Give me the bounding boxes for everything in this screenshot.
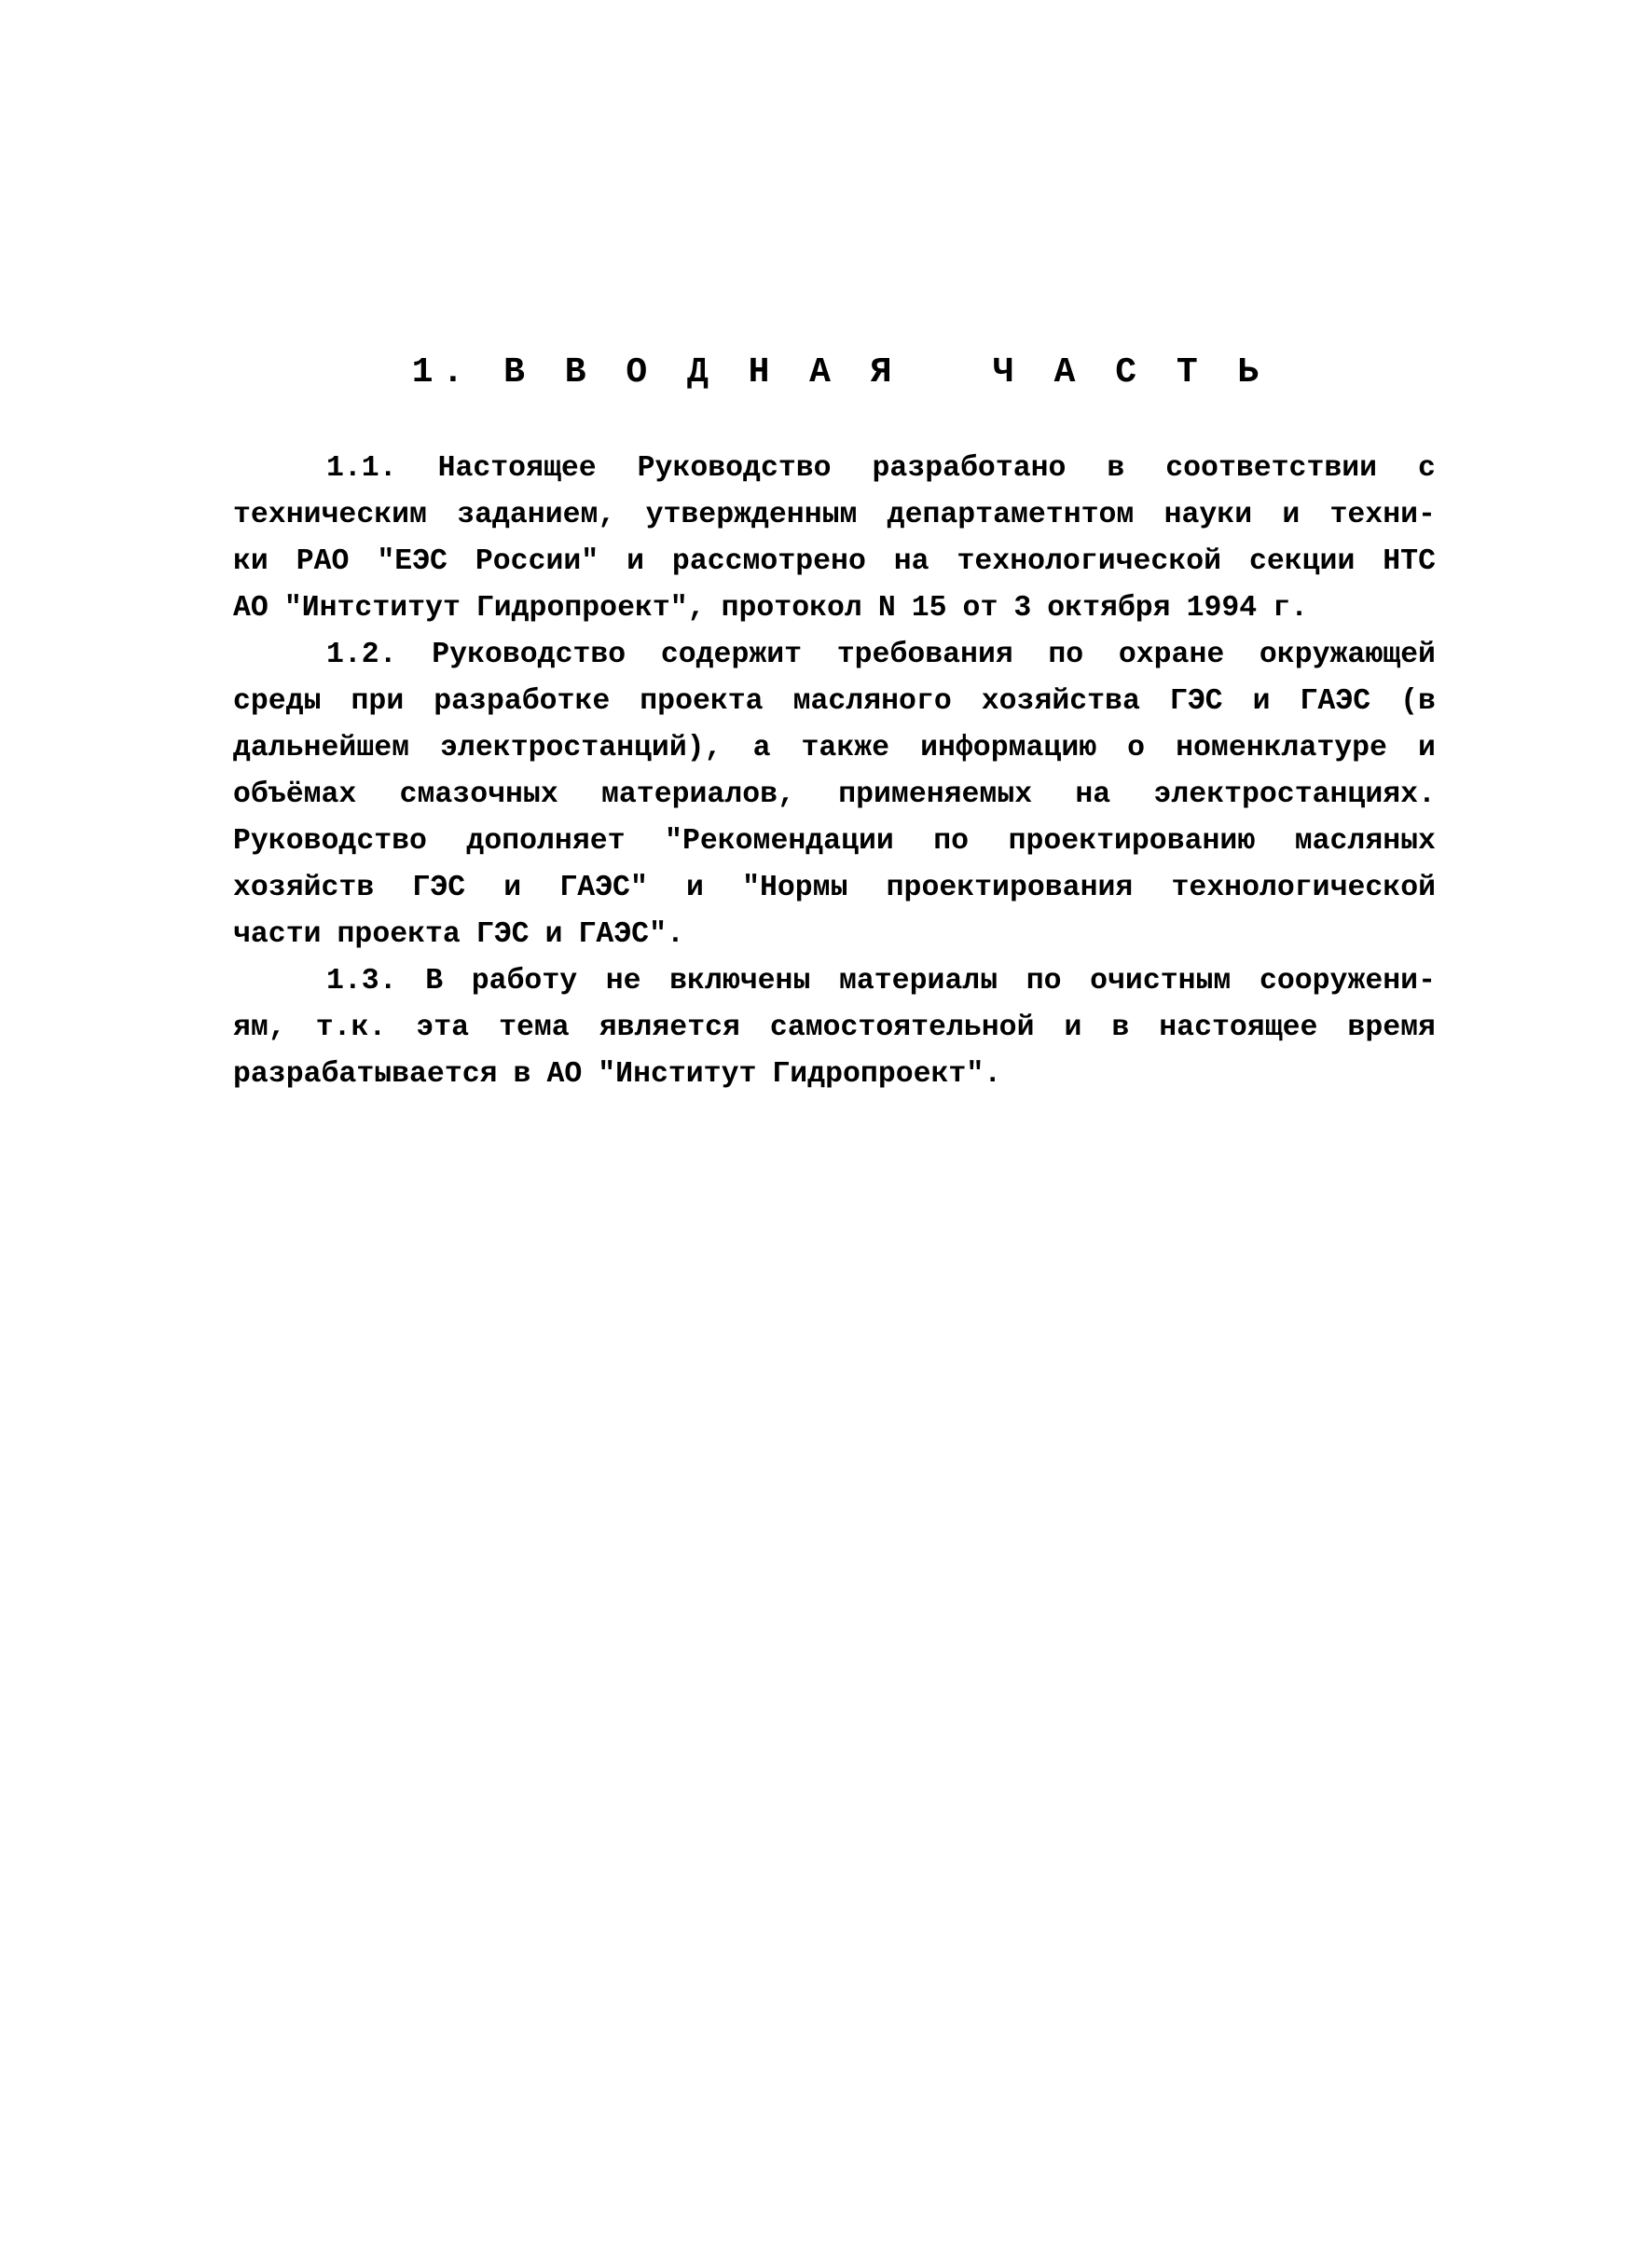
word: в: [1107, 452, 1125, 485]
word: Настоящее: [437, 452, 597, 485]
word: разработке: [434, 685, 611, 718]
word: техническим: [233, 499, 427, 531]
word: ям,: [233, 1012, 286, 1044]
text-line: [233, 585, 1436, 632]
word: проекта: [640, 685, 764, 718]
word: дополняет: [466, 825, 626, 858]
word: проектированию: [1008, 825, 1256, 858]
word: хозяйства: [981, 685, 1140, 718]
word: АО: [546, 1058, 583, 1091]
word: и: [1282, 499, 1301, 531]
word: применяемых: [838, 778, 1033, 811]
word: не: [605, 965, 641, 998]
word: ГЭС: [412, 872, 466, 904]
word: проектирования: [886, 872, 1134, 904]
word: и: [1418, 732, 1436, 764]
word: с: [1418, 452, 1436, 485]
section-body: [233, 446, 1436, 1098]
word: науки: [1163, 499, 1253, 531]
word: и: [1252, 685, 1271, 718]
word: (в: [1400, 685, 1436, 718]
word: на: [893, 545, 929, 578]
word: и: [544, 918, 563, 951]
text-line: [233, 1005, 1436, 1052]
word: России": [475, 545, 599, 578]
word: заданием,: [457, 499, 616, 531]
word: по: [1026, 965, 1062, 998]
word: масляных: [1294, 825, 1436, 858]
word: охране: [1118, 639, 1225, 671]
word: дальнейшем: [233, 732, 410, 764]
word: секции: [1248, 545, 1356, 578]
word: разрабатывается: [233, 1058, 498, 1091]
word: и: [686, 872, 704, 904]
word: октября: [1047, 592, 1171, 625]
word: содержит: [660, 639, 803, 671]
word: ГАЭС: [1300, 685, 1371, 718]
text-line: [233, 865, 1436, 912]
word: масляного: [792, 685, 952, 718]
text-line: [233, 679, 1436, 725]
word: утвержденным: [645, 499, 858, 531]
word: "ЕЭС: [377, 545, 447, 578]
word: требования: [836, 639, 1013, 671]
word: ГЭС: [475, 918, 530, 951]
word: ки: [233, 545, 268, 578]
word: т.к.: [315, 1012, 387, 1044]
word: соответствии: [1165, 452, 1378, 485]
text-line: [233, 446, 1436, 492]
word: проекта: [337, 918, 461, 951]
word: в: [1111, 1012, 1130, 1044]
word: является: [599, 1012, 740, 1044]
text-line: [233, 492, 1436, 539]
word: по: [1048, 639, 1084, 671]
word: хозяйств: [233, 872, 375, 904]
word: эта: [416, 1012, 470, 1044]
text-line: [233, 772, 1436, 819]
word: 15: [911, 592, 947, 625]
word: номенклатуре: [1176, 732, 1387, 764]
word: и: [626, 545, 645, 578]
word: на: [1075, 778, 1111, 811]
word: в: [513, 1058, 531, 1091]
word: г.: [1273, 592, 1309, 625]
word: материалов,: [601, 778, 795, 811]
text-line: [233, 912, 1436, 958]
word: сооружени-: [1259, 965, 1436, 998]
word: включены: [669, 965, 811, 998]
word: смазочных: [399, 778, 558, 811]
text-line: [233, 1052, 1436, 1098]
word: и: [503, 872, 522, 904]
text-line: [233, 539, 1436, 585]
text-line: [233, 632, 1436, 679]
word: Гидропроект",: [475, 592, 706, 625]
text-line: [233, 725, 1436, 772]
word: ГАЭС".: [578, 918, 684, 951]
paragraph-1-1: [233, 446, 1436, 632]
word: электростанций),: [440, 732, 723, 764]
word: объёмах: [233, 778, 357, 811]
word: "Нормы: [742, 872, 848, 904]
word: "Институт: [598, 1058, 757, 1091]
word: протокол: [721, 592, 862, 625]
word: 3: [1013, 592, 1032, 625]
word: работу: [471, 965, 578, 998]
paragraph-1-3: [233, 958, 1436, 1098]
word: Руководство: [432, 639, 626, 671]
word: 1994: [1186, 592, 1258, 625]
word: технологической: [957, 545, 1222, 578]
text-line: [233, 819, 1436, 865]
word: департаметнтом: [887, 499, 1135, 531]
word: самостоятельной: [769, 1012, 1035, 1044]
word: по: [933, 825, 970, 858]
word: технологической: [1171, 872, 1436, 904]
word: 1.2.: [326, 639, 397, 671]
word: также: [801, 732, 890, 764]
word: ГАЭС": [559, 872, 648, 904]
word: от: [962, 592, 998, 625]
word: о: [1127, 732, 1146, 764]
word: "Рекомендации: [665, 825, 894, 858]
word: материалы: [838, 965, 998, 998]
word: техни-: [1329, 499, 1436, 531]
word: разработано: [872, 452, 1067, 485]
word: N: [877, 592, 896, 625]
word: ГЭС: [1169, 685, 1223, 718]
word: Гидропроект".: [772, 1058, 1002, 1091]
text-line: [233, 958, 1436, 1005]
word: НТС: [1383, 545, 1436, 578]
word: 1.3.: [326, 965, 397, 998]
word: очистным: [1090, 965, 1232, 998]
word: Руководство: [637, 452, 832, 485]
word: Руководство: [233, 825, 427, 858]
word: среды: [233, 685, 322, 718]
word: части: [233, 918, 322, 951]
word: а: [752, 732, 771, 764]
word: электростанциях.: [1153, 778, 1436, 811]
word: информацию: [920, 732, 1097, 764]
word: при: [351, 685, 405, 718]
section-heading: 1. В В О Д Н А Я Ч А С Т Ь: [411, 352, 1269, 392]
word: настоящее: [1159, 1012, 1318, 1044]
word: 1.1.: [326, 452, 397, 485]
word: и: [1064, 1012, 1082, 1044]
word: рассмотрено: [671, 545, 866, 578]
word: тема: [499, 1012, 570, 1044]
word: окружающей: [1259, 639, 1436, 671]
word: "Интститут: [283, 592, 461, 625]
word: РАО: [296, 545, 350, 578]
paragraph-1-2: [233, 632, 1436, 958]
word: В: [425, 965, 444, 998]
word: АО: [233, 592, 268, 625]
word: время: [1347, 1012, 1436, 1044]
